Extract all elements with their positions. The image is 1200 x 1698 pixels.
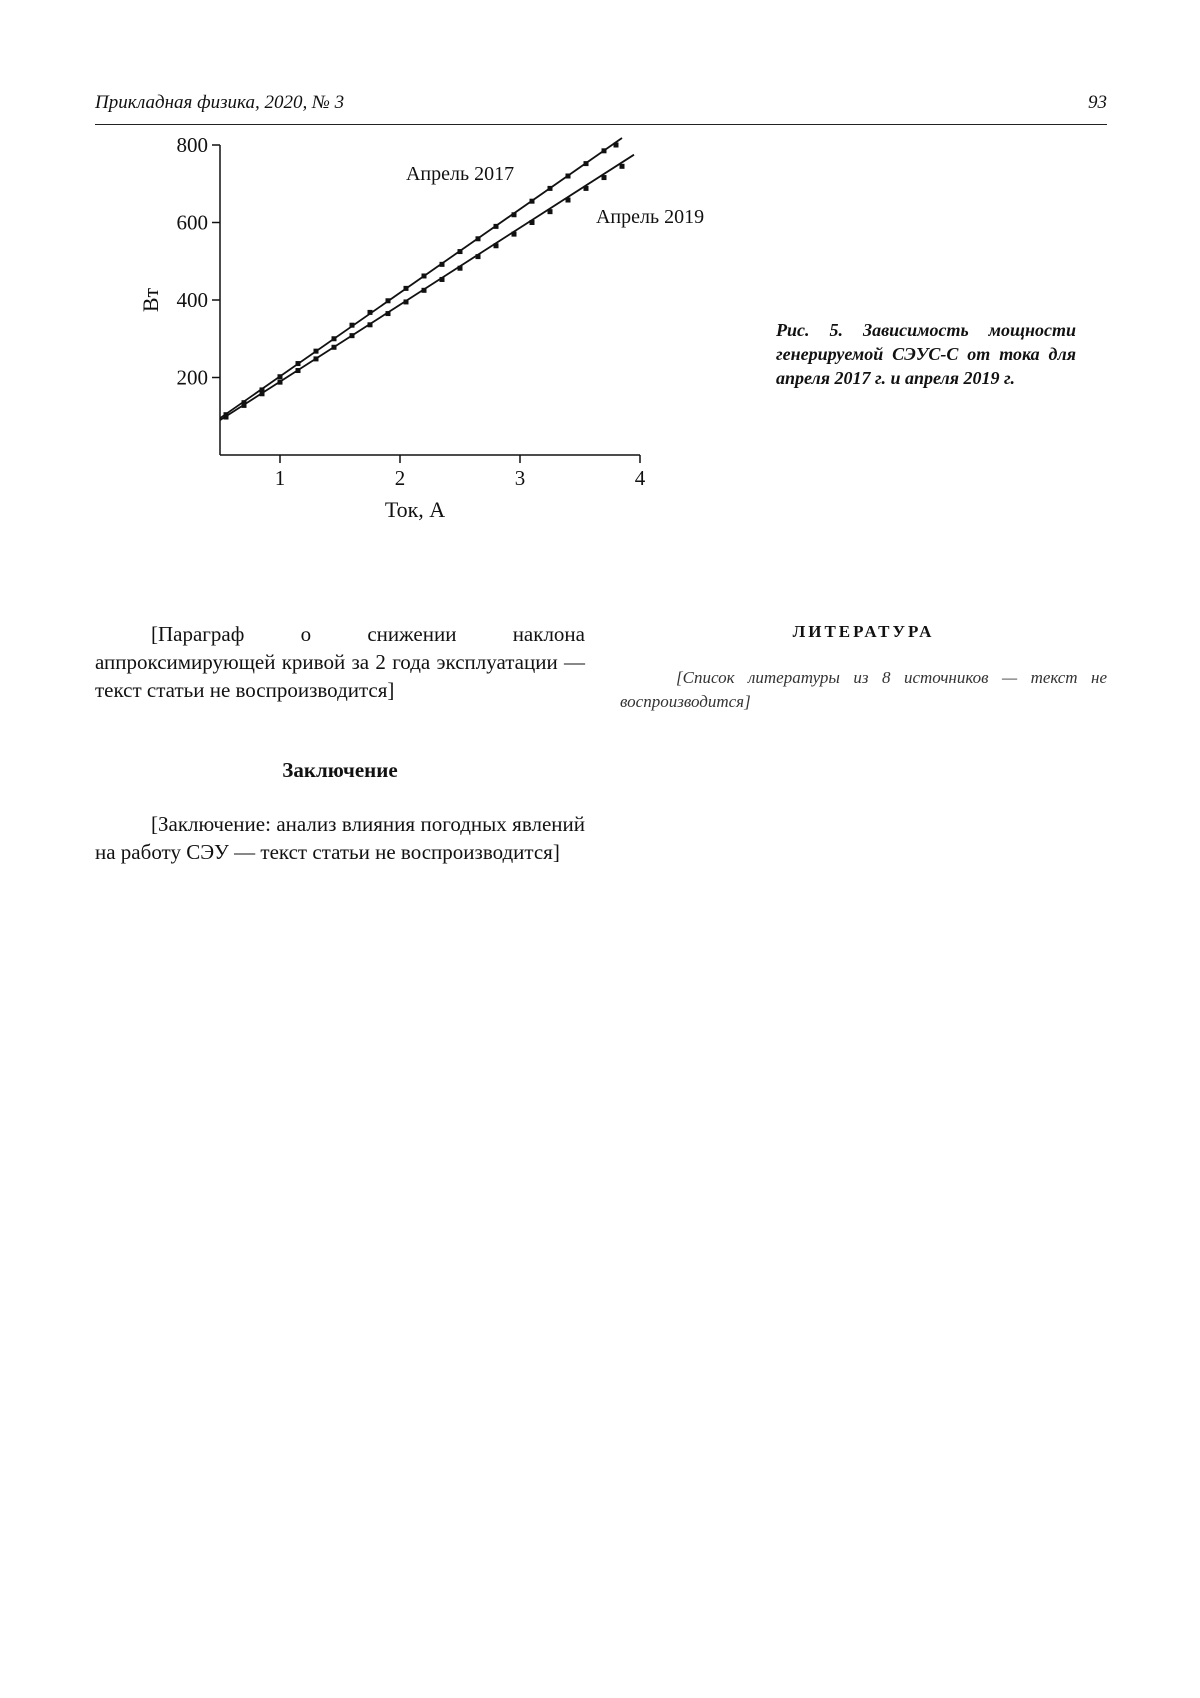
data-point — [620, 164, 625, 169]
references-column — [620, 620, 1107, 714]
data-point — [512, 212, 517, 217]
data-point — [566, 174, 571, 179]
y-axis-label: Вт — [138, 287, 163, 313]
power-current-chart — [130, 135, 750, 535]
data-point — [386, 298, 391, 303]
x-tick-label: 2 — [394, 466, 406, 490]
data-point — [314, 356, 319, 361]
x-tick-label: 4 — [634, 466, 646, 490]
data-point — [494, 224, 499, 229]
data-point — [476, 236, 481, 241]
page-header — [95, 88, 1107, 125]
data-point — [404, 299, 409, 304]
references-note: [Список литературы из 8 источников — текст не воспроизводится] — [620, 668, 1107, 711]
data-point — [566, 198, 571, 203]
data-point — [314, 349, 319, 354]
data-point — [494, 243, 499, 248]
data-point — [548, 209, 553, 214]
data-point — [422, 273, 427, 278]
body-paragraph: [Параграф о снижении наклона аппроксимирующей кривой за 2 года эксплуатации — текст статьи не воспроизводится] — [95, 622, 585, 702]
references-title: ЛИТЕРАТУРА — [792, 622, 935, 641]
section-title: Заключение — [282, 758, 398, 782]
series-label: Апрель 2019 — [595, 206, 705, 228]
data-point — [440, 262, 445, 267]
data-point — [368, 322, 373, 327]
data-point — [458, 249, 463, 254]
data-point — [404, 286, 409, 291]
figure-caption: Рис. 5. Зависимость мощности генерируемой СЭУС-С от тока для апреля 2017 г. и апреля 2019 г. — [776, 320, 1076, 388]
data-point — [332, 345, 337, 350]
data-point — [584, 186, 589, 191]
data-point — [614, 143, 619, 148]
data-point — [530, 220, 535, 225]
x-tick-label: 1 — [274, 466, 286, 490]
data-point — [242, 403, 247, 408]
page-number: 93 — [1088, 92, 1107, 113]
data-point — [476, 254, 481, 259]
series-label: Апрель 2017 — [405, 163, 515, 185]
y-tick-label: 600 — [176, 210, 208, 235]
data-point — [602, 148, 607, 153]
data-point — [260, 391, 265, 396]
data-point — [350, 323, 355, 328]
journal-title: Прикладная физика, 2020, № 3 — [95, 92, 345, 113]
y-tick-label: 800 — [176, 135, 208, 157]
data-point — [602, 175, 607, 180]
data-point — [296, 368, 301, 373]
conclusion-paragraph: [Заключение: анализ влияния погодных явлений на работу СЭУ — текст статьи не воспроизводится] — [95, 812, 585, 864]
data-point — [584, 161, 589, 166]
data-point — [368, 310, 373, 315]
main-text-column — [95, 620, 585, 866]
data-point — [548, 186, 553, 191]
data-point — [440, 277, 445, 282]
data-point — [224, 415, 229, 420]
y-tick-label: 200 — [176, 365, 208, 390]
y-tick-label: 400 — [176, 288, 208, 312]
x-tick-label: 3 — [514, 466, 526, 490]
data-point — [332, 336, 337, 341]
x-axis-label: Ток, А — [384, 497, 446, 522]
data-point — [386, 311, 391, 316]
data-point — [530, 199, 535, 204]
data-point — [350, 333, 355, 338]
data-point — [296, 361, 301, 366]
data-point — [512, 232, 517, 237]
data-point — [278, 374, 283, 379]
data-point — [278, 380, 283, 385]
data-point — [422, 288, 427, 293]
data-point — [458, 266, 463, 271]
